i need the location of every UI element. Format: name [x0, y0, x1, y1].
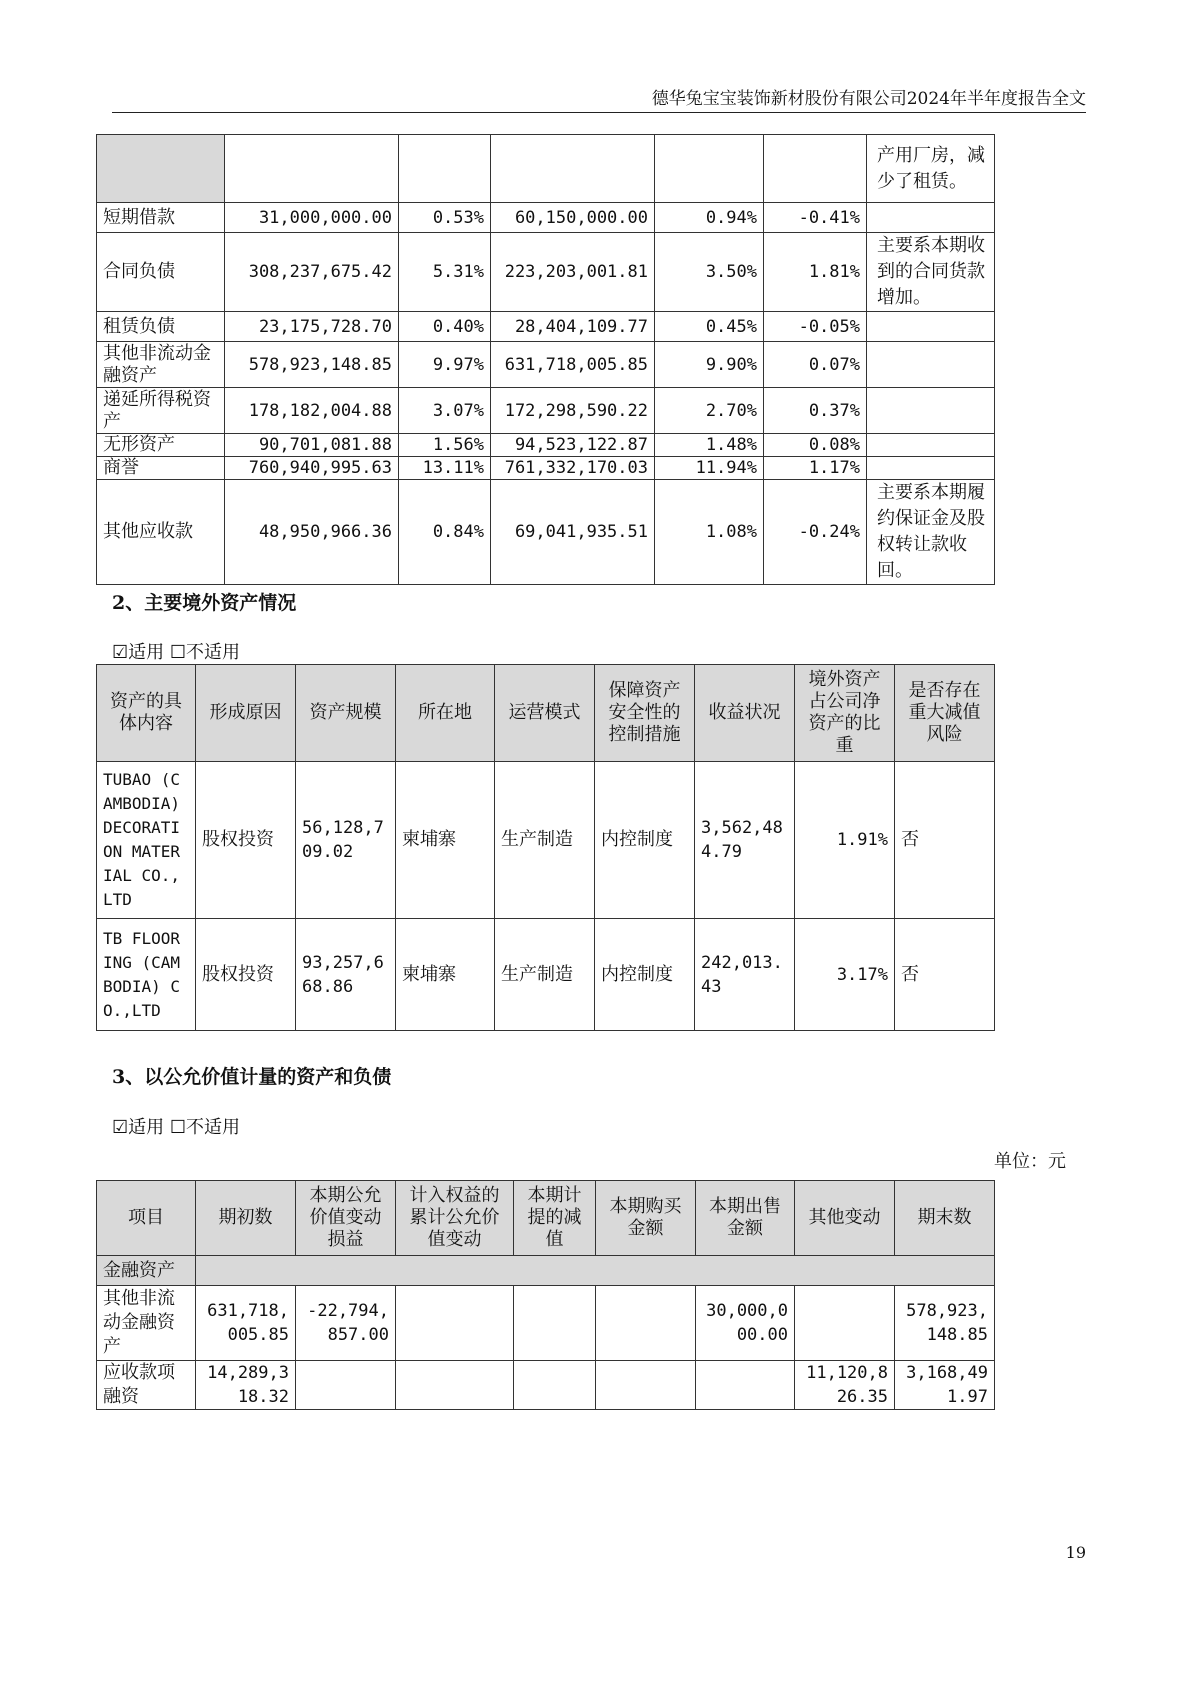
page-header [112, 80, 1086, 113]
current-amount-cell: 48,950,966.36 [225, 480, 399, 585]
section-3-applicability: ☑适用 ☐不适用 [112, 1117, 240, 1138]
previous-ratio-cell: 1.08% [655, 480, 764, 585]
previous-ratio-cell: 3.50% [655, 233, 764, 312]
unit-label: 单位：元 [994, 1151, 1066, 1172]
ratio-cell: 1.91% [795, 762, 895, 919]
note-cell [867, 388, 995, 434]
equity-change-cell [396, 1286, 514, 1361]
column-header: 保障资产安全性的控制措施 [595, 665, 695, 762]
item-name-cell: 短期借款 [97, 203, 225, 233]
control-cell: 内控制度 [595, 762, 695, 919]
current-amount-cell: 90,701,081.88 [225, 434, 399, 457]
fv-change-cell: -22,794,857.00 [296, 1286, 396, 1361]
location-cell: 柬埔寨 [396, 762, 495, 919]
control-cell: 内控制度 [595, 919, 695, 1031]
previous-ratio-cell [655, 135, 764, 203]
table-row [97, 1286, 995, 1361]
previous-ratio-cell: 2.70% [655, 388, 764, 434]
column-header: 本期计提的减值 [514, 1181, 596, 1256]
column-header: 本期购买金额 [596, 1181, 696, 1256]
table-row [97, 1361, 995, 1410]
asset-content-cell: TUBAO (CAMBODIA) DECORATION MATERIAL CO.,LTD [97, 762, 196, 919]
reason-cell: 股权投资 [196, 762, 296, 919]
risk-cell: 否 [895, 762, 995, 919]
scale-cell: 56,128,709.02 [296, 762, 396, 919]
table-row [97, 135, 995, 203]
change-cell [764, 135, 867, 203]
other-change-cell [795, 1286, 895, 1361]
item-name-cell: 其他非流动金融资产 [97, 342, 225, 388]
table-header-row [97, 665, 995, 762]
column-header: 资产规模 [296, 665, 396, 762]
ratio-cell: 3.17% [795, 919, 895, 1031]
impairment-cell [514, 1361, 596, 1410]
current-ratio-cell [399, 135, 491, 203]
current-ratio-cell: 13.11% [399, 457, 491, 480]
change-cell: 0.07% [764, 342, 867, 388]
column-header: 其他变动 [795, 1181, 895, 1256]
column-header: 本期公允价值变动损益 [296, 1181, 396, 1256]
asset-content-cell: TB FLOORING (CAMBODIA) CO.,LTD [97, 919, 196, 1031]
table-row [97, 434, 995, 457]
sale-cell: 30,000,000.00 [696, 1286, 795, 1361]
column-header: 本期出售金额 [696, 1181, 795, 1256]
column-header: 境外资产占公司净资产的比重 [795, 665, 895, 762]
column-header: 收益状况 [695, 665, 795, 762]
mode-cell: 生产制造 [495, 919, 595, 1031]
income-cell: 3,562,484.79 [695, 762, 795, 919]
end-cell: 578,923,148.85 [895, 1286, 995, 1361]
group-row [97, 1256, 995, 1286]
previous-amount-cell: 172,298,590.22 [491, 388, 655, 434]
reason-cell: 股权投资 [196, 919, 296, 1031]
item-name-cell: 商誉 [97, 457, 225, 480]
column-header: 期初数 [196, 1181, 296, 1256]
current-ratio-cell: 1.56% [399, 434, 491, 457]
item-name-cell: 合同负债 [97, 233, 225, 312]
header-title: 德华兔宝宝装饰新材股份有限公司2024年半年度报告全文 [651, 89, 1086, 109]
current-amount-cell: 178,182,004.88 [225, 388, 399, 434]
previous-ratio-cell: 0.94% [655, 203, 764, 233]
change-cell: 0.37% [764, 388, 867, 434]
current-amount-cell: 308,237,675.42 [225, 233, 399, 312]
begin-cell: 631,718,005.85 [196, 1286, 296, 1361]
table-row [97, 342, 995, 388]
previous-amount-cell: 28,404,109.77 [491, 312, 655, 342]
income-cell: 242,013.43 [695, 919, 795, 1031]
column-header: 项目 [97, 1181, 196, 1256]
table-row [97, 919, 995, 1031]
item-cell: 应收款项融资 [97, 1361, 196, 1410]
table-row [97, 388, 995, 434]
change-cell: 0.08% [764, 434, 867, 457]
asset-liability-change-table [96, 134, 995, 585]
item-name-cell: 其他应收款 [97, 480, 225, 585]
previous-amount-cell: 69,041,935.51 [491, 480, 655, 585]
previous-ratio-cell: 0.45% [655, 312, 764, 342]
equity-change-cell [396, 1361, 514, 1410]
note-cell [867, 457, 995, 480]
note-cell [867, 342, 995, 388]
previous-amount-cell: 761,332,170.03 [491, 457, 655, 480]
current-ratio-cell: 5.31% [399, 233, 491, 312]
scale-cell: 93,257,668.86 [296, 919, 396, 1031]
change-cell: 1.17% [764, 457, 867, 480]
column-header: 运营模式 [495, 665, 595, 762]
note-cell: 主要系本期履约保证金及股权转让款收回。 [867, 480, 995, 585]
section-3-title: 3、以公允价值计量的资产和负债 [112, 1066, 392, 1088]
previous-ratio-cell: 11.94% [655, 457, 764, 480]
column-header: 形成原因 [196, 665, 296, 762]
column-header: 是否存在重大减值风险 [895, 665, 995, 762]
fair-value-table [96, 1180, 995, 1410]
note-cell: 主要系本期收到的合同货款增加。 [867, 233, 995, 312]
table-row [97, 480, 995, 585]
change-cell: -0.05% [764, 312, 867, 342]
table-header-row [97, 1181, 995, 1256]
fv-change-cell [296, 1361, 396, 1410]
table-row [97, 203, 995, 233]
column-header: 计入权益的累计公允价值变动 [396, 1181, 514, 1256]
table-row [97, 457, 995, 480]
previous-amount-cell: 631,718,005.85 [491, 342, 655, 388]
note-cell [867, 203, 995, 233]
page-number: 19 [1065, 1543, 1086, 1562]
item-name-cell: 租赁负债 [97, 312, 225, 342]
note-cell [867, 312, 995, 342]
mode-cell: 生产制造 [495, 762, 595, 919]
change-cell: -0.24% [764, 480, 867, 585]
previous-amount-cell [491, 135, 655, 203]
previous-ratio-cell: 9.90% [655, 342, 764, 388]
section-2-applicability: ☑适用 ☐不适用 [112, 642, 240, 663]
item-name-cell [97, 135, 225, 203]
current-amount-cell: 578,923,148.85 [225, 342, 399, 388]
other-change-cell: 11,120,826.35 [795, 1361, 895, 1410]
item-name-cell: 递延所得税资产 [97, 388, 225, 434]
current-amount-cell: 760,940,995.63 [225, 457, 399, 480]
group-spacer [196, 1256, 995, 1286]
sale-cell [696, 1361, 795, 1410]
note-cell [867, 434, 995, 457]
item-cell: 其他非流动金融资产 [97, 1286, 196, 1361]
current-ratio-cell: 0.84% [399, 480, 491, 585]
table-row [97, 762, 995, 919]
column-header: 所在地 [396, 665, 495, 762]
current-ratio-cell: 0.40% [399, 312, 491, 342]
change-cell: 1.81% [764, 233, 867, 312]
end-cell: 3,168,491.97 [895, 1361, 995, 1410]
section-2-title: 2、主要境外资产情况 [112, 592, 297, 614]
current-amount-cell [225, 135, 399, 203]
current-ratio-cell: 0.53% [399, 203, 491, 233]
column-header: 期末数 [895, 1181, 995, 1256]
previous-ratio-cell: 1.48% [655, 434, 764, 457]
impairment-cell [514, 1286, 596, 1361]
risk-cell: 否 [895, 919, 995, 1031]
current-amount-cell: 31,000,000.00 [225, 203, 399, 233]
previous-amount-cell: 60,150,000.00 [491, 203, 655, 233]
overseas-assets-table [96, 664, 995, 1031]
begin-cell: 14,289,318.32 [196, 1361, 296, 1410]
note-cell: 产用厂房，减少了租赁。 [867, 135, 995, 203]
table-row [97, 233, 995, 312]
table-row [97, 312, 995, 342]
purchase-cell [596, 1286, 696, 1361]
purchase-cell [596, 1361, 696, 1410]
current-ratio-cell: 3.07% [399, 388, 491, 434]
previous-amount-cell: 94,523,122.87 [491, 434, 655, 457]
group-label: 金融资产 [97, 1256, 196, 1286]
location-cell: 柬埔寨 [396, 919, 495, 1031]
current-amount-cell: 23,175,728.70 [225, 312, 399, 342]
column-header: 资产的具体内容 [97, 665, 196, 762]
current-ratio-cell: 9.97% [399, 342, 491, 388]
previous-amount-cell: 223,203,001.81 [491, 233, 655, 312]
item-name-cell: 无形资产 [97, 434, 225, 457]
change-cell: -0.41% [764, 203, 867, 233]
